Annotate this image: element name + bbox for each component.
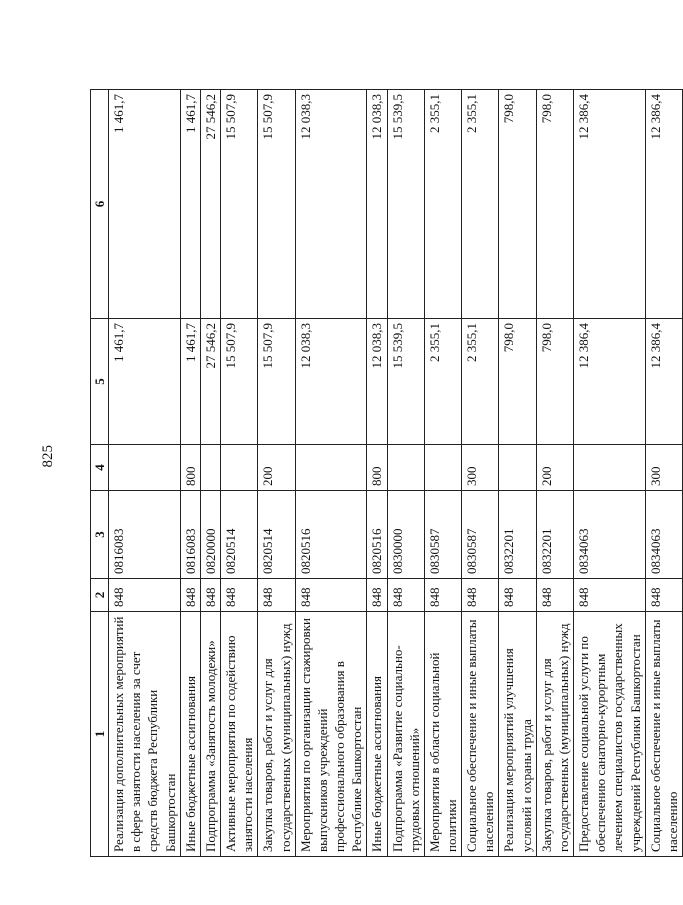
row-total-cell: 15 507,9 [258, 90, 295, 319]
header-col-5: 5 [91, 319, 109, 445]
header-col-2: 2 [91, 579, 109, 612]
row-type-cell [221, 445, 258, 491]
row-name-cell: Социальное обеспечение и иные выплаты населению [462, 612, 499, 857]
row-type-cell: 800 [180, 445, 200, 491]
row-amount-cell: 15 507,9 [221, 319, 258, 445]
table-row [536, 90, 573, 857]
row-section-cell: 848 [574, 579, 646, 612]
row-total-cell: 1 461,7 [109, 90, 181, 319]
row-name-cell: Мероприятия в области социальной политики [424, 612, 461, 857]
row-amount-cell: 798,0 [499, 319, 536, 445]
table-row [387, 90, 424, 857]
row-name-cell: Реализация дополнительных мероприятий в сфере занятости населения за счет средств бюджета Республики Башкортостан [109, 612, 181, 857]
table-row [180, 90, 200, 857]
row-total-cell: 798,0 [499, 90, 536, 319]
row-section-cell: 848 [295, 579, 367, 612]
row-section-cell: 848 [499, 579, 536, 612]
row-name-cell: Предоставление социальной услуги по обеспечению санаторно-курортным лечением специалистов государственных учреждений Республики Башкортостан [574, 612, 646, 857]
table-row [462, 90, 499, 857]
row-amount-cell: 12 386,4 [645, 319, 682, 445]
row-total-cell: 2 355,1 [462, 90, 499, 319]
row-target-cell: 0832201 [536, 491, 573, 579]
header-col-4: 4 [91, 445, 109, 491]
row-amount-cell: 1 461,7 [180, 319, 200, 445]
row-target-cell: 0830587 [462, 491, 499, 579]
row-target-cell: 0816083 [180, 491, 200, 579]
row-type-cell [499, 445, 536, 491]
row-section-cell: 848 [536, 579, 573, 612]
row-amount-cell: 12 386,4 [574, 319, 646, 445]
row-total-cell: 2 355,1 [424, 90, 461, 319]
table-row [499, 90, 536, 857]
row-amount-cell: 12 038,3 [295, 319, 367, 445]
row-total-cell: 12 038,3 [367, 90, 387, 319]
row-amount-cell: 2 355,1 [462, 319, 499, 445]
row-amount-cell: 27 546,2 [200, 319, 220, 445]
table-row [295, 90, 367, 857]
table-row [200, 90, 220, 857]
table-body [109, 90, 683, 857]
row-name-cell: Активные мероприятия по содействию занятости населения [221, 612, 258, 857]
row-type-cell: 300 [645, 445, 682, 491]
row-total-cell: 12 386,4 [574, 90, 646, 319]
table-row [645, 90, 682, 857]
table-row [424, 90, 461, 857]
table-row [258, 90, 295, 857]
row-amount-cell: 2 355,1 [424, 319, 461, 445]
row-total-cell: 15 539,5 [387, 90, 424, 319]
row-section-cell: 848 [424, 579, 461, 612]
row-name-cell: Социальное обеспечение и иные выплаты населению [645, 612, 682, 857]
row-total-cell: 1 461,7 [180, 90, 200, 319]
row-amount-cell: 12 038,3 [367, 319, 387, 445]
row-amount-cell: 15 507,9 [258, 319, 295, 445]
row-section-cell: 848 [180, 579, 200, 612]
row-type-cell [295, 445, 367, 491]
row-section-cell: 848 [367, 579, 387, 612]
row-type-cell: 800 [367, 445, 387, 491]
row-total-cell: 798,0 [536, 90, 573, 319]
row-section-cell: 848 [258, 579, 295, 612]
row-target-cell: 0830000 [387, 491, 424, 579]
row-name-cell: Реализация мероприятий улучшения условий и охраны труда [499, 612, 536, 857]
row-type-cell [387, 445, 424, 491]
row-name-cell: Иные бюджетные ассигнования [180, 612, 200, 857]
row-type-cell [574, 445, 646, 491]
page-number: 825 [40, 445, 56, 468]
table-row [109, 90, 181, 857]
row-amount-cell: 1 461,7 [109, 319, 181, 445]
row-total-cell: 15 507,9 [221, 90, 258, 319]
row-name-cell: Подпрограмма «Занятость молодежи» [200, 612, 220, 857]
row-name-cell: Мероприятия по организации стажировки выпускников учреждений профессионального образования в Республике Башкортостан [295, 612, 367, 857]
row-target-cell: 0830587 [424, 491, 461, 579]
row-type-cell: 300 [462, 445, 499, 491]
row-target-cell: 0832201 [499, 491, 536, 579]
header-col-1: 1 [91, 612, 109, 857]
row-name-cell: Закупка товаров, работ и услуг для государственных (муниципальных) нужд [258, 612, 295, 857]
row-amount-cell: 798,0 [536, 319, 573, 445]
row-target-cell: 0820000 [200, 491, 220, 579]
row-total-cell: 12 386,4 [645, 90, 682, 319]
row-total-cell: 27 546,2 [200, 90, 220, 319]
row-total-cell: 12 038,3 [295, 90, 367, 319]
row-target-cell: 0834063 [645, 491, 682, 579]
row-type-cell [424, 445, 461, 491]
table-row [574, 90, 646, 857]
row-section-cell: 848 [221, 579, 258, 612]
row-target-cell: 0820516 [295, 491, 367, 579]
header-row [91, 90, 109, 857]
header-col-6: 6 [91, 90, 109, 319]
row-target-cell: 0820514 [258, 491, 295, 579]
budget-table [90, 89, 683, 857]
header-col-3: 3 [91, 491, 109, 579]
row-target-cell: 0820514 [221, 491, 258, 579]
table-row [221, 90, 258, 857]
table-row [367, 90, 387, 857]
row-section-cell: 848 [462, 579, 499, 612]
row-section-cell: 848 [387, 579, 424, 612]
row-type-cell: 200 [536, 445, 573, 491]
row-section-cell: 848 [109, 579, 181, 612]
row-type-cell [200, 445, 220, 491]
row-section-cell: 848 [645, 579, 682, 612]
row-name-cell: Иные бюджетные ассигнования [367, 612, 387, 857]
row-section-cell: 848 [200, 579, 220, 612]
row-amount-cell: 15 539,5 [387, 319, 424, 445]
row-type-cell [109, 445, 181, 491]
row-target-cell: 0816083 [109, 491, 181, 579]
row-name-cell: Подпрограмма «Развитие социально-трудовых отношений» [387, 612, 424, 857]
row-target-cell: 0820516 [367, 491, 387, 579]
row-type-cell: 200 [258, 445, 295, 491]
row-name-cell: Закупка товаров, работ и услуг для государственных (муниципальных) нужд [536, 612, 573, 857]
row-target-cell: 0834063 [574, 491, 646, 579]
rotated-table-wrapper [90, 90, 680, 857]
